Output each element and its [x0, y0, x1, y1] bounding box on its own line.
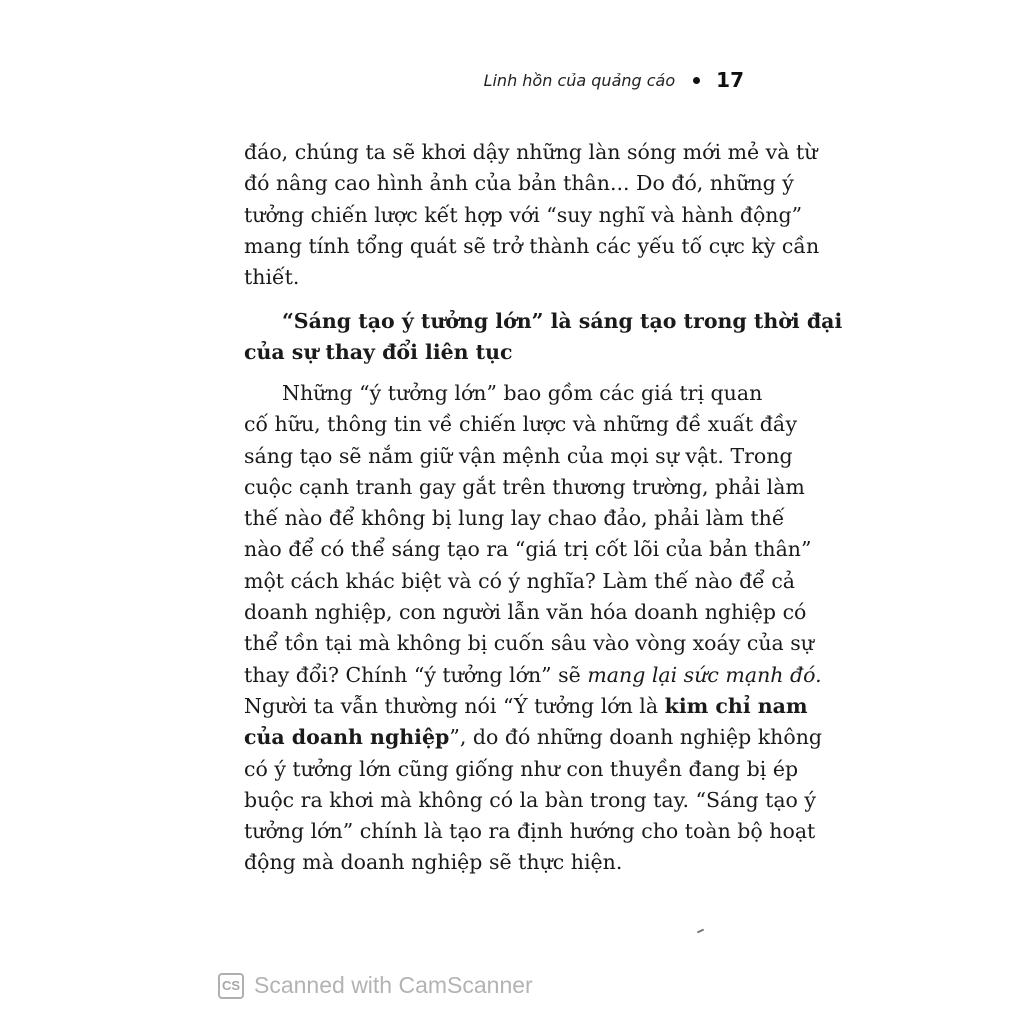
heading-line: của sự thay đổi liên tục [244, 340, 513, 365]
text-line: một cách khác biệt và có ý nghĩa? Làm thế nào để cả [244, 568, 796, 593]
heading-line: “Sáng tạo ý tưởng lớn” là sáng tạo trong thời đại [282, 309, 843, 333]
scan-speck [697, 929, 704, 934]
text-segment: thay đổi? Chính “ý tưởng lớn” sẽ [244, 662, 588, 687]
text-line: thể tồn tại mà không bị cuốn sâu vào vòng xoáy của sự [244, 631, 814, 656]
running-title: Linh hồn của quảng cáo [483, 70, 676, 90]
running-header [484, 68, 744, 92]
bold-phrase: kim chỉ nam [664, 693, 808, 718]
text-line: động mà doanh nghiệp sẽ thực hiện. [244, 850, 623, 875]
text-segment: ”, do đó những doanh nghiệp không [449, 725, 823, 750]
text-line: đáo, chúng ta sẽ khơi dậy những làn sóng mới mẻ và từ [244, 140, 818, 164]
text-line: đó nâng cao hình ảnh của bản thân... Do đó, những ý [244, 171, 794, 196]
text-line: sáng tạo sẽ nắm giữ vận mệnh của mọi sự vật. Trong [244, 443, 793, 468]
text-line: tưởng lớn” chính là tạo ra định hướng cho toàn bộ hoạt [244, 819, 816, 844]
text-line: cuộc cạnh tranh gay gắt trên thương trường, phải làm [244, 474, 805, 499]
italic-phrase: mang lại sức mạnh đó. [587, 662, 822, 687]
text-line [244, 660, 822, 691]
watermark-text: Scanned with CamScanner [254, 972, 533, 998]
text-line [244, 722, 823, 753]
text-line: doanh nghiệp, con người lẫn văn hóa doanh nghiệp có [244, 600, 807, 625]
bold-phrase: của doanh nghiệp [244, 725, 450, 750]
text-segment: Người ta vẫn thường nói “Ý tưởng lớn là [244, 693, 665, 718]
text-line: thế nào để không bị lung lay chao đảo, phải làm thế [244, 506, 785, 531]
body-paragraph [244, 378, 823, 879]
text-line: có ý tưởng lớn cũng giống như con thuyền đang bị ép [244, 756, 799, 781]
text-line [244, 691, 808, 722]
text-line: thiết. [244, 265, 300, 290]
text-line: cố hữu, thông tin về chiến lược và những đề xuất đầy [244, 412, 798, 437]
text-line: buộc ra khơi mà không có la bàn trong tay. “Sáng tạo ý [244, 787, 816, 812]
page-number: 17 [716, 68, 744, 92]
text-line: mang tính tổng quát sẽ trở thành các yếu tố cực kỳ cần [244, 233, 820, 258]
camscanner-logo-icon: CS [218, 973, 244, 999]
text-line: tưởng chiến lược kết hợp với “suy nghĩ và hành động” [244, 202, 803, 227]
bullet-separator [693, 77, 700, 84]
text-line: nào để có thể sáng tạo ra “giá trị cốt lõi của bản thân” [244, 537, 812, 562]
camscanner-watermark [218, 972, 533, 999]
section-heading [244, 306, 843, 369]
text-line: Những “ý tưởng lớn” bao gồm các giá trị quan [282, 381, 763, 405]
paragraph-continued [244, 137, 820, 293]
